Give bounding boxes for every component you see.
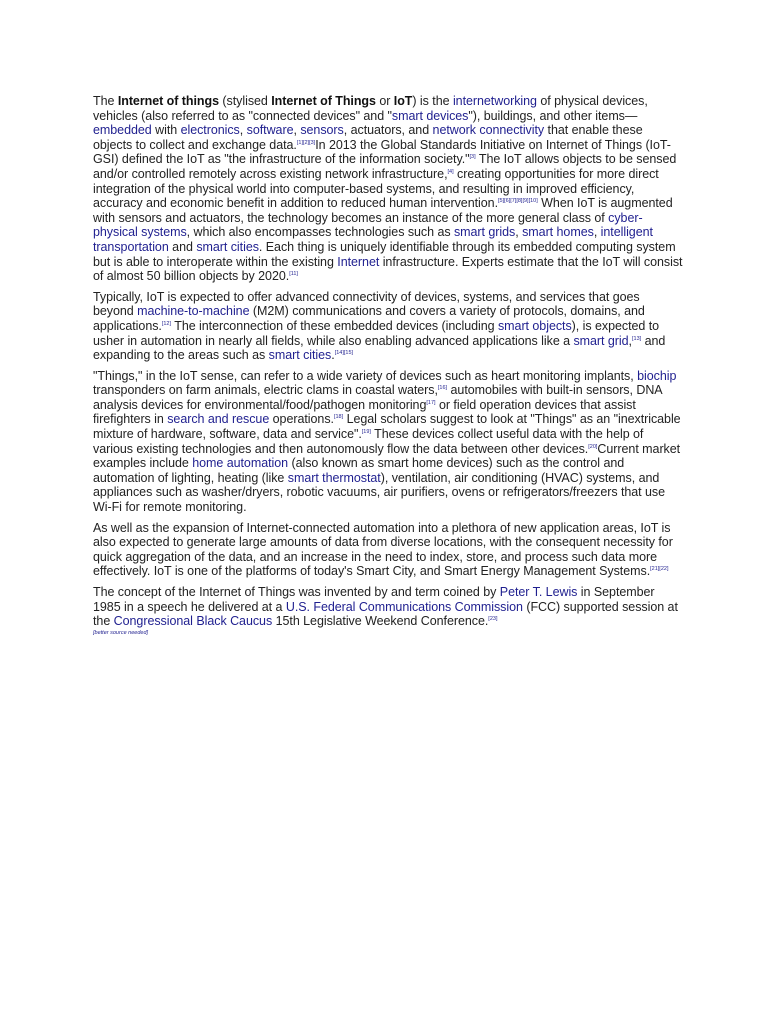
citation-ref[interactable]: [18] — [333, 414, 344, 421]
text-run: , — [239, 123, 247, 138]
citation-ref[interactable]: [1][2][3] — [296, 139, 316, 146]
paragraph-things — [93, 369, 683, 515]
text-run: , actuators, and — [343, 123, 433, 138]
text-run: , — [515, 225, 523, 240]
text-run: "Things," in the IoT sense, can refer to a wide variety of devices such as heart monitoring implants, — [93, 368, 638, 383]
text-run: The concept of the Internet of Things was invented by and term coined by — [93, 585, 500, 599]
link-smart-objects[interactable]: smart objects — [497, 318, 572, 333]
link-smart-cities[interactable]: smart cities — [196, 239, 259, 254]
text-run: ), ventilation, air conditioning (HVAC) systems, and appliances such as washer/dryers, robotic vacuums, air purifiers, ovens or refrigerators/freezers that use Wi-Fi for remote monitoring. — [93, 470, 666, 515]
link-network-connectivity[interactable]: network connectivity — [432, 123, 545, 138]
bold-term: Internet of things — [117, 94, 219, 108]
text-run: that enable these objects to collect and exchange data. — [93, 123, 643, 152]
citation-ref[interactable]: [4] — [447, 168, 454, 175]
bold-term: Internet of Things — [271, 94, 376, 108]
citation-ref[interactable]: [5][6][7][8][9][10] — [498, 198, 538, 205]
text-run: in September 1985 in a speech he delivered at a — [93, 585, 655, 614]
link-internetworking[interactable]: internetworking — [452, 94, 537, 108]
citation-ref[interactable]: [3] — [469, 154, 476, 161]
bold-term: IoT — [393, 94, 413, 108]
article-body — [93, 94, 683, 637]
citation-ref[interactable]: [21][22] — [650, 566, 669, 573]
link-search-and-rescue[interactable]: search and rescue — [167, 412, 270, 427]
text-run: operations. — [269, 412, 334, 427]
link-smart-grid[interactable]: smart grid — [573, 333, 629, 348]
link-embedded[interactable]: embedded — [93, 123, 152, 138]
text-run: , which also encompasses technologies such as — [186, 225, 454, 240]
text-run: (FCC) supported session at the — [93, 599, 678, 629]
text-run: and expanding to the areas such as — [93, 333, 666, 363]
text-run: . — [331, 348, 335, 363]
text-run: transponders on farm animals, electric clams in coastal waters, — [93, 383, 438, 398]
citation-ref[interactable]: [12] — [161, 320, 172, 327]
text-run: ), is expected to usher in automation in nearly all fields, while also enabling advanced applications like a — [93, 318, 660, 348]
text-run: The — [93, 94, 118, 108]
text-run: or field operation devices that assist firefighters in — [93, 397, 636, 427]
citation-ref[interactable]: [11] — [289, 271, 298, 278]
link-fcc[interactable]: U.S. Federal Communications Commission — [285, 599, 523, 614]
text-run: (M2M) communications and covers a variety of protocols, domains, and applications. — [93, 304, 645, 333]
citation-ref[interactable]: [23] — [488, 616, 498, 623]
citation-ref[interactable]: [19] — [361, 429, 371, 436]
citation-ref[interactable]: [14][15] — [334, 350, 354, 357]
link-smart-homes[interactable]: smart homes — [522, 225, 594, 240]
paragraph-connectivity — [93, 290, 683, 363]
link-congressional-black-caucus[interactable]: Congressional Black Caucus — [113, 614, 273, 629]
citation-ref[interactable]: [17] — [426, 399, 436, 406]
paragraph-history — [93, 585, 683, 629]
link-sensors[interactable]: sensors — [300, 123, 344, 138]
text-run: Typically, IoT is expected to offer advanced connectivity of devices, systems, and services that goes beyond — [93, 289, 640, 319]
link-biochip[interactable]: biochip — [637, 368, 677, 383]
text-run: Legal scholars suggest to look at "Things" as an "inextricable mixture of hardware, software, data and service". — [93, 412, 681, 442]
text-run: Current market examples include — [93, 441, 681, 471]
paragraph-data — [93, 521, 683, 579]
text-run: of physical devices, vehicles (also referred to as "connected devices" and " — [93, 94, 648, 123]
link-electronics[interactable]: electronics — [180, 123, 240, 138]
text-run: (also known as smart home devices) such as the control and automation of lighting, heating (like — [93, 456, 625, 485]
link-machine-to-machine[interactable]: machine-to-machine — [137, 304, 250, 319]
text-run: In 2013 the Global Standards Initiative on Internet of Things (IoT-GSI) defined the IoT as "the infrastructure of the information society." — [93, 137, 671, 167]
text-run: When IoT is augmented with sensors and actuators, the technology becomes an instance of the more general class of — [93, 196, 673, 225]
link-smart-cities[interactable]: smart cities — [268, 348, 332, 363]
better-source-needed-tag[interactable]: [better source needed] — [93, 629, 149, 636]
link-software[interactable]: software — [246, 123, 294, 138]
link-smart-devices[interactable]: smart devices — [391, 108, 469, 123]
citation-ref[interactable]: [13] — [631, 335, 642, 342]
text-run: As well as the expansion of Internet-connected automation into a plethora of new application areas, IoT is also expected to generate large amounts of data from diverse locations, with the consequent necessity for quick aggregation of the data, and an increase in the need to index, store, and process such data more effectively. IoT is one of the platforms of today's Smart City, and Smart Energy Management Systems. — [93, 520, 673, 579]
text-run: , — [593, 225, 601, 240]
text-run: 15th Legislative Weekend Conference. — [272, 614, 489, 629]
text-run: infrastructure. Experts estimate that the IoT will consist of almost 50 billion objects by 2020. — [93, 254, 683, 284]
text-run: These devices collect useful data with the help of various existing technologies and then autonomously flow the data between other devices. — [93, 427, 644, 456]
text-run: ) is the — [412, 94, 453, 108]
text-run: and — [168, 239, 197, 254]
link-home-automation[interactable]: home automation — [192, 456, 289, 471]
link-smart-thermostat[interactable]: smart thermostat — [287, 470, 381, 485]
paragraph-intro — [93, 94, 683, 284]
link-peter-t-lewis[interactable]: Peter T. Lewis — [499, 585, 578, 599]
text-run: The IoT allows objects to be sensed and/or controlled remotely across existing network infrastructure, — [93, 152, 677, 181]
link-internet[interactable]: Internet — [337, 254, 380, 269]
text-run: (stylised — [219, 94, 272, 108]
text-run: automobiles with built-in sensors, DNA analysis devices for environmental/food/pathogen monitoring — [93, 383, 662, 412]
text-run: , — [628, 333, 632, 348]
text-run: creating opportunities for more direct integration of the physical world into computer-based systems, and resulting in improved efficiency, accuracy and economic benefit in addition to reduced human intervention. — [93, 166, 659, 211]
text-run: with — [151, 123, 181, 138]
citation-ref[interactable]: [20] — [588, 443, 598, 450]
link-cyber-physical-systems[interactable]: cyber-physical systems — [93, 210, 643, 240]
text-run: "), buildings, and other items— — [468, 108, 638, 123]
citation-ref[interactable]: [16] — [437, 385, 448, 392]
text-run: . Each thing is uniquely identifiable through its embedded computing system but is able to interoperate within the existing — [93, 239, 676, 269]
text-run: , — [293, 123, 301, 138]
text-run: or — [375, 94, 394, 108]
text-run: The interconnection of these embedded devices (including — [171, 318, 498, 333]
link-intelligent-transportation[interactable]: intelligent transportation — [93, 225, 653, 254]
link-smart-grids[interactable]: smart grids — [453, 225, 516, 240]
